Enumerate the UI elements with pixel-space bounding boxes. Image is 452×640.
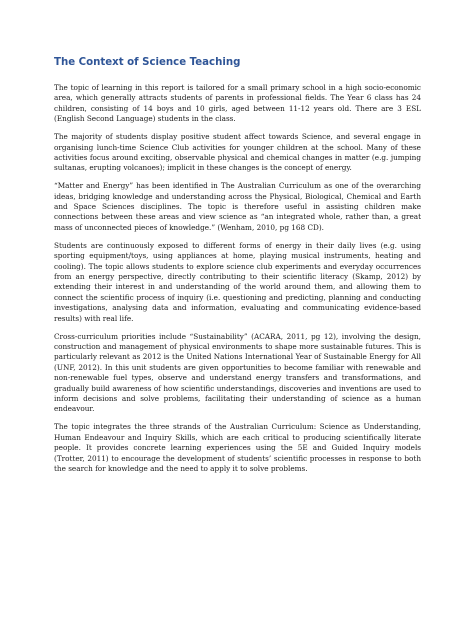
section-heading: The Context of Science Teaching [54,57,241,68]
paragraph-curriculum-strands: The topic integrates the three strands of the Australian Curriculum: Science as Understanding, Human Endeavour and Inquiry Skills, which are each critical to producing scientifically literate people. It provides concrete learning experiences using the 5E and Guided Inquiry models (Trotter, 2011) to encourage the development of students’ scientific processes in response to both the search for knowledge and the need to apply it to solve problems. [54,422,421,473]
paragraph-everyday-energy: Students are continuously exposed to different forms of energy in their daily lives (e.g. using sporting equipment/toys, using appliances at home, playing musical instruments, heating and cooling). The topic allows students to explore science club experiments and everyday occurrences from an energy perspective, directly contributing to their scientific literacy (Skamp, 2012) by extending their interest in and understanding of the world around them, and allowing them to connect the scientific process of inquiry (i.e. questioning and predicting, planning and conducting investigations, analysing data and information, evaluating and communicating evidence-based results) with real life. [54,240,421,323]
paragraph-class-context: The topic of learning in this report is tailored for a small primary school in a high socio-economic area, which generally attracts students of parents in professional fields. The Year 6 class has 24 children, consisting of 14 boys and 10 girls, aged between 11-12 years old. There are 3 ESL (English Second Language) students in the class. [54,83,421,124]
paragraph-student-affect: The majority of students display positive student affect towards Science, and several engage in organising lunch-time Science Club activities for younger children at the school. Many of these activities focus around exciting, observable physical and chemical changes in matter (e.g. jumping sultanas, erupting volcanoes); implicit in these changes is the concept of energy. [54,132,421,173]
paragraph-sustainability: Cross-curriculum priorities include “Sustainability” (ACARA, 2011, pg 12), involving the design, construction and management of physical environments to shape more sustainable futures. This is particularly relevant as 2012 is the United Nations International Year of Sustainable Energy for All (UNF, 2012). In this unit students are given opportunities to become familiar with renewable and non-renewable fuel types, observe and understand energy transfers and transformations, and gradually build awareness of how scientific understandings, discoveries and inventions are used to inform decisions and solve problems, facilitating their understanding of science as a human endeavour. [54,331,421,414]
body-text [54,83,421,482]
paragraph-matter-and-energy: “Matter and Energy” has been identified in The Australian Curriculum as one of the overarching ideas, bridging knowledge and understanding across the Physical, Biological, Chemical and Earth and Space Sciences disciplines. The topic is therefore useful in assisting children make connections between these areas and view science as “an integrated whole, rather than, a great mass of unconnected pieces of knowledge.” (Wenham, 2010, pg 168 CD). [54,181,421,232]
